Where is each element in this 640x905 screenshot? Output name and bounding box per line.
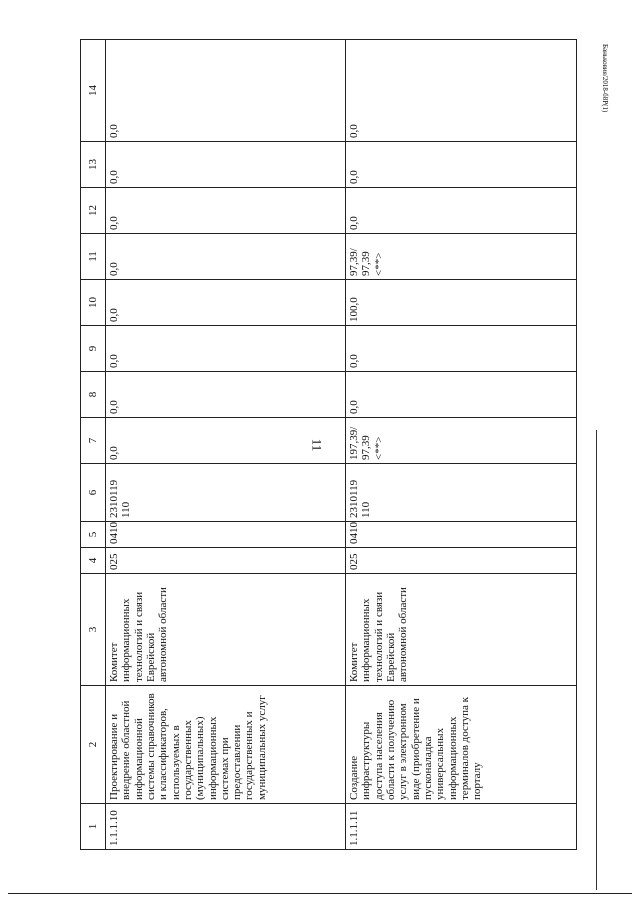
value-cell: 0,0	[346, 372, 577, 418]
margin-rule	[596, 430, 597, 890]
value-cell: 0,0	[106, 326, 346, 372]
header-cell: 1	[81, 804, 106, 850]
program-measures-table	[80, 39, 577, 850]
header-cell: 3	[81, 574, 106, 686]
value-cell: 2310119 110	[106, 464, 346, 522]
header-cell: 4	[81, 548, 106, 574]
header-row	[81, 40, 106, 850]
value-cell: 97,39/ 97,39 <**>	[346, 234, 577, 280]
measure-cell: Проектирование и внедрение областной информационной системы справочников и классификаторов, используемых в государственных (муниципальных) информационных системах при предоставлении государственных и муниципальных услуг	[106, 686, 346, 804]
header-cell: 9	[81, 326, 106, 372]
header-cell: 8	[81, 372, 106, 418]
value-cell: 100,0	[346, 280, 577, 326]
header-cell: 6	[81, 464, 106, 522]
code-cell: 1.1.1.11	[346, 804, 577, 850]
value-cell: 197,39/ 97,39 <**>	[346, 418, 577, 464]
value-cell: 025	[106, 548, 346, 574]
value-cell: 0,0	[346, 326, 577, 372]
header-cell: 10	[81, 280, 106, 326]
value-cell: 0,0	[106, 142, 346, 188]
header-cell: 2	[81, 686, 106, 804]
header-cell: 7	[81, 418, 106, 464]
value-cell: 0,0	[106, 418, 346, 464]
measure-cell: Создание инфраструктуры доступа населения области к получению услуг в электронном виде (приобретение и пусконаладка универсальных информационных терминалов доступа к порталу	[346, 686, 577, 804]
rotated-table-container	[80, 40, 577, 850]
value-cell: 0,0	[106, 372, 346, 418]
header-cell: 12	[81, 188, 106, 234]
code-cell: 1.1.1.10	[106, 804, 346, 850]
document-code: Баньковия/2018-б8Р(1)	[601, 44, 609, 113]
table-row	[106, 40, 346, 850]
value-cell: 0,0	[346, 188, 577, 234]
value-cell: 0,0	[106, 188, 346, 234]
executor-cell: Комитет информационных технологий и связи Еврейской автономной области	[346, 574, 577, 686]
value-cell: 0410	[346, 522, 577, 548]
value-cell: 2310119 110	[346, 464, 577, 522]
header-cell: 11	[81, 234, 106, 280]
value-cell: 0,0	[106, 280, 346, 326]
value-cell: 0,0	[106, 40, 346, 142]
header-cell: 14	[81, 40, 106, 142]
header-cell: 13	[81, 142, 106, 188]
executor-cell: Комитет информационных технологий и связи Еврейской автономной области	[106, 574, 346, 686]
value-cell: 0,0	[106, 234, 346, 280]
value-cell: 0,0	[346, 40, 577, 142]
value-cell: 0410	[106, 522, 346, 548]
header-cell: 5	[81, 522, 106, 548]
bottom-rule	[8, 893, 632, 894]
value-cell: 025	[346, 548, 577, 574]
page-number: 11	[309, 438, 325, 452]
table-row	[346, 40, 577, 850]
value-cell: 0,0	[346, 142, 577, 188]
